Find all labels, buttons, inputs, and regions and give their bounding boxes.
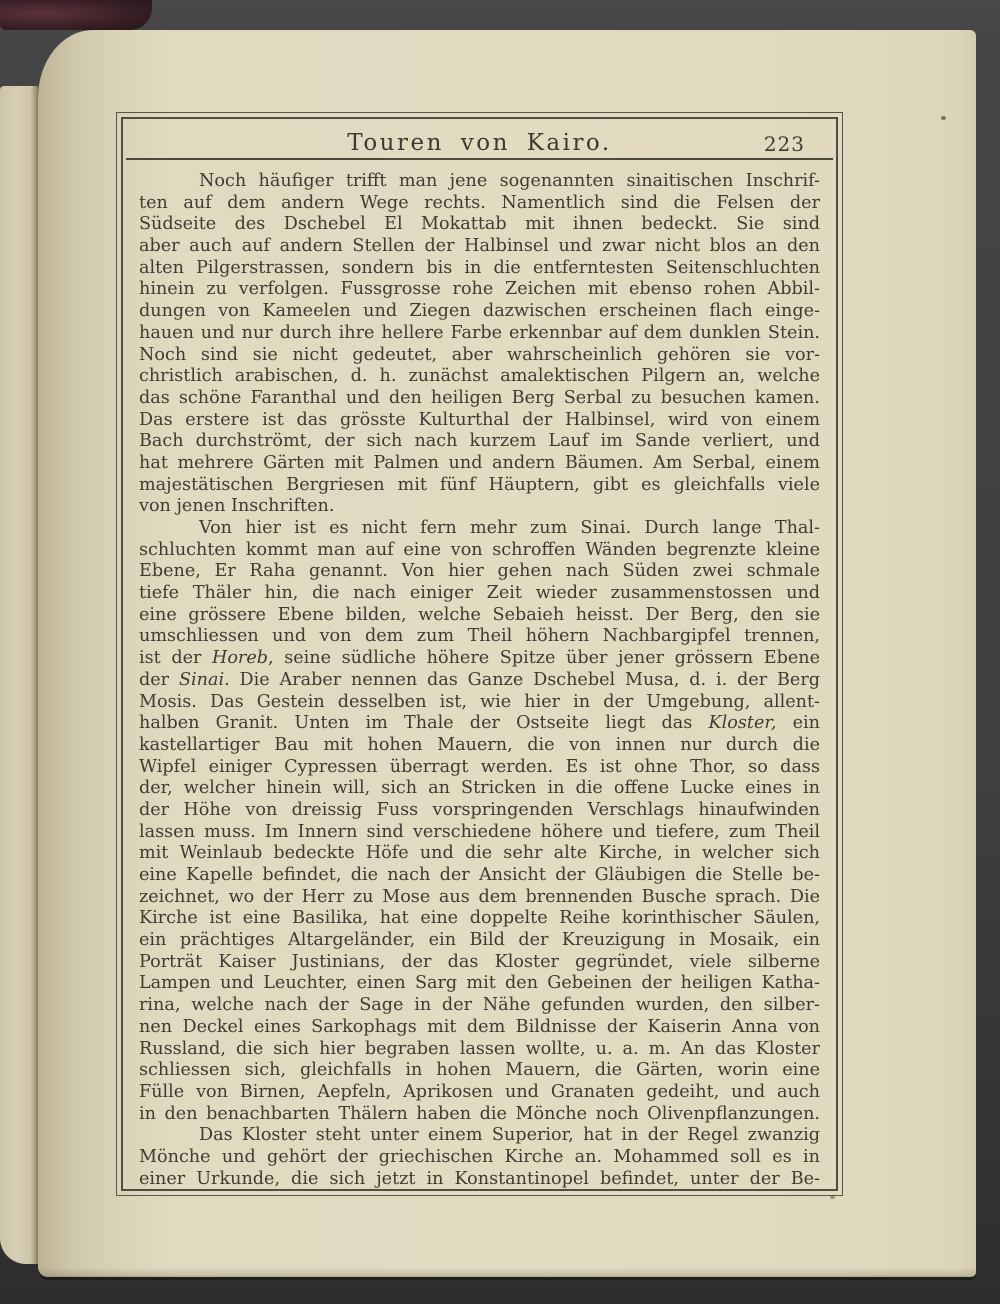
text-line: eine grössere Ebene bilden, welche Sebaieh heisst. Der Berg, den sie <box>139 604 820 625</box>
text-line: von jenen Inschriften. <box>139 496 335 517</box>
text-line: Russland, die sich hier begraben lassen wollte, u. a. m. An das Kloster <box>139 1038 820 1059</box>
text-line: der, welcher hinein will, sich an Stricken in die offene Lucke eines in <box>139 778 820 799</box>
text-line: Porträt Kaiser Justinians, der das Kloster gegründet, viele silberne <box>139 951 820 972</box>
text-line: Das Kloster steht unter einem Superior, hat in der Regel zwanzig <box>199 1125 820 1146</box>
text-line: lassen muss. Im Innern sind verschiedene höhere und tiefere, zum Theil <box>139 821 820 842</box>
text-line: halben Granit. Unten im Thale der Ostseite liegt das Kloster, ein <box>139 713 820 734</box>
text-line: eine Kapelle befindet, die nach der Ansicht der Gläubigen die Stelle be- <box>139 865 820 885</box>
text-line: der Höhe von dreissig Fuss vorspringenden Verschlags hinaufwinden <box>139 799 820 820</box>
text-line: ist der Horeb, seine südliche höhere Spitze über jener grössern Ebene <box>139 648 820 669</box>
text-line: majestätischen Bergriesen mit fünf Häuptern, gibt es gleichfalls viele <box>139 474 820 495</box>
text-line: ten auf dem andern Wege rechts. Namentlich sind die Felsen der <box>139 192 820 213</box>
text-line: Lampen und Leuchter, einen Sarg mit den Gebeinen der heiligen Katha- <box>139 973 820 994</box>
frame-inner-border <box>121 117 838 1191</box>
text-line: umschliessen und von dem zum Theil höhern Nachbargipfel trennen, <box>139 626 820 647</box>
paragraph <box>139 171 820 518</box>
text-line: Noch sind sie nicht gedeutet, aber wahrscheinlich gehören sie vor- <box>139 344 820 365</box>
header-rule <box>126 158 833 160</box>
previous-page-edge <box>0 86 38 1264</box>
text-line: nen Deckel eines Sarkophags mit dem Bildnisse der Kaiserin Anna von <box>139 1016 820 1037</box>
text-line: kastellartiger Bau mit hohen Mauern, die von innen nur durch die <box>139 734 820 755</box>
text-line: tiefe Thäler hin, die nach einiger Zeit wieder zusammenstossen und <box>139 583 820 604</box>
text-line: schluchten kommt man auf eine von schroffen Wänden begrenzte kleine <box>139 539 820 560</box>
running-head-title: Touren von Kairo. <box>347 130 612 156</box>
paragraph <box>139 1125 820 1190</box>
text-block <box>139 171 820 1190</box>
text-line: Wipfel einiger Cypressen überragt werden. Es ist ohne Thor, so dass <box>139 756 820 777</box>
page-frame <box>116 112 843 1196</box>
text-line: christlich arabischen, d. h. zunächst amalektischen Pilgern an, welche <box>139 366 820 387</box>
scan-speck <box>941 116 946 120</box>
text-line: der Sinai. Die Araber nennen das Ganze Dschebel Musa, d. i. der Berg <box>139 669 820 690</box>
text-line: ein prächtiges Altargeländer, ein Bild der Kreuzigung in Mosaik, ein <box>139 930 820 951</box>
text-line: rina, welche nach der Sage in der Nähe gefunden wurden, den silber- <box>139 995 820 1016</box>
text-line: Bach durchströmt, der sich nach kurzem Lauf im Sande verliert, und <box>139 431 820 452</box>
text-line: Mönche und gehört der griechischen Kirche an. Mohammed soll es in <box>139 1146 820 1167</box>
text-line: Noch häufiger trifft man jene sogenannten sinaitischen Inschrif- <box>199 171 820 191</box>
text-line: hinein zu verfolgen. Fussgrosse rohe Zeichen mit ebenso rohen Abbil- <box>139 279 820 300</box>
text-line: mit Weinlaub bedeckte Höfe und die sehr alte Kirche, in welcher sich <box>139 843 820 864</box>
text-line: Kirche ist eine Basilika, hat eine doppelte Reihe korinthischer Säulen, <box>139 908 820 929</box>
text-line: Fülle von Birnen, Aepfeln, Aprikosen und Granaten gedeiht, und auch <box>139 1081 820 1102</box>
text-line: alten Pilgerstrassen, sondern bis in die entferntesten Seitenschluchten <box>139 257 820 278</box>
text-line: zeichnet, wo der Herr zu Mose aus dem brennenden Busche sprach. Die <box>139 886 820 907</box>
text-line: hauen und nur durch ihre hellere Farbe erkennbar auf dem dunklen Stein. <box>139 322 820 343</box>
book-spine-edge <box>0 0 152 30</box>
text-line: Südseite des Dschebel El Mokattab mit ihnen bedeckt. Sie sind <box>139 214 820 235</box>
page-number: 223 <box>763 132 805 156</box>
text-line: in den benachbarten Thälern haben die Mönche noch Olivenpflanzungen. <box>139 1103 820 1124</box>
text-line: schliessen sich, gleichfalls in hohen Mauern, die Gärten, worin eine <box>139 1060 820 1081</box>
text-line: Von hier ist es nicht fern mehr zum Sinai. Durch lange Thal- <box>199 518 820 538</box>
text-line: das schöne Faranthal und den heiligen Berg Serbal zu besuchen kamen. <box>139 387 820 408</box>
text-line: einer Urkunde, die sich jetzt in Konstantinopel befindet, unter der Be- <box>139 1168 820 1189</box>
page-header <box>123 130 836 160</box>
text-line: dungen von Kameelen und Ziegen dazwischen erscheinen flach einge- <box>139 301 820 322</box>
text-line: Das erstere ist das grösste Kulturthal der Halbinsel, wird von einem <box>139 409 820 430</box>
text-line: aber auch auf andern Stellen der Halbinsel und zwar nicht blos an den <box>139 236 820 257</box>
text-line: Ebene, Er Raha genannt. Von hier gehen nach Süden zwei schmale <box>139 561 820 582</box>
paragraph <box>139 518 820 1125</box>
text-line: hat mehrere Gärten mit Palmen und andern Bäumen. Am Serbal, einem <box>139 452 820 473</box>
text-line: Mosis. Das Gestein desselben ist, wie hier in der Umgebung, allent- <box>139 691 820 712</box>
